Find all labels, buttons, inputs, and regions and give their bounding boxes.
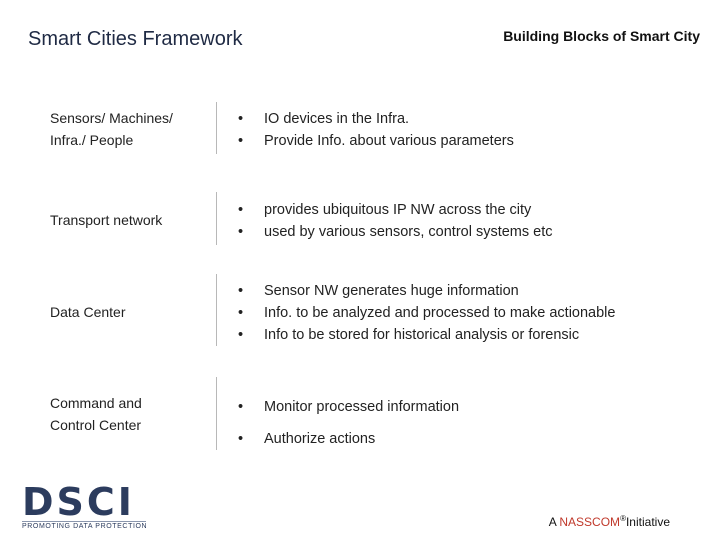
row-divider	[216, 377, 217, 450]
bullet-item: • Provide Info. about various parameters	[238, 130, 514, 152]
row-label-data-center	[50, 301, 210, 323]
footer-attribution	[549, 514, 670, 529]
row-divider	[216, 192, 217, 245]
bullet-item: • used by various sensors, control systems etc	[238, 221, 553, 243]
row-label-line: Command and	[50, 395, 142, 411]
bullet-item: • Monitor processed information	[238, 391, 459, 423]
dsci-logo	[22, 480, 148, 530]
row-divider	[216, 102, 217, 154]
row-label-line: Control Center	[50, 417, 142, 433]
row-label-line: Infra./ People	[50, 132, 134, 148]
row-label-sensors	[50, 107, 210, 151]
bullet-item: • IO devices in the Infra.	[238, 108, 514, 130]
row-label-line: Data Center	[50, 304, 126, 320]
row-label-transport	[50, 209, 210, 231]
bullet-item: • Authorize actions	[238, 423, 459, 455]
bullet-list-command-center	[238, 391, 459, 455]
bullet-item: • Info to be stored for historical analysis or forensic	[238, 324, 615, 346]
row-label-line: Transport network	[50, 212, 163, 228]
bullet-list-sensors	[238, 108, 514, 152]
slide-subtitle: Building Blocks of Smart City	[503, 28, 700, 44]
logo-tagline: PROMOTING DATA PROTECTION	[22, 523, 148, 530]
footer-prefix: A	[548, 515, 560, 529]
footer-suffix: Initiative	[625, 515, 670, 529]
row-label-command-center	[50, 392, 210, 436]
bullet-item: • provides ubiquitous IP NW across the city	[238, 199, 553, 221]
bullet-list-transport	[238, 199, 553, 243]
bullet-item: • Sensor NW generates huge information	[238, 280, 615, 302]
row-divider	[216, 274, 217, 346]
logo-wordmark: DSCI	[22, 480, 135, 524]
bullet-item: • Info. to be analyzed and processed to make actionable	[238, 302, 615, 324]
registered-mark: ®	[620, 514, 626, 523]
bullet-list-data-center	[238, 280, 615, 346]
slide-title: Smart Cities Framework	[28, 28, 243, 50]
footer-brand: NASSCOM	[559, 515, 621, 529]
row-label-line: Sensors/ Machines/	[50, 110, 173, 126]
